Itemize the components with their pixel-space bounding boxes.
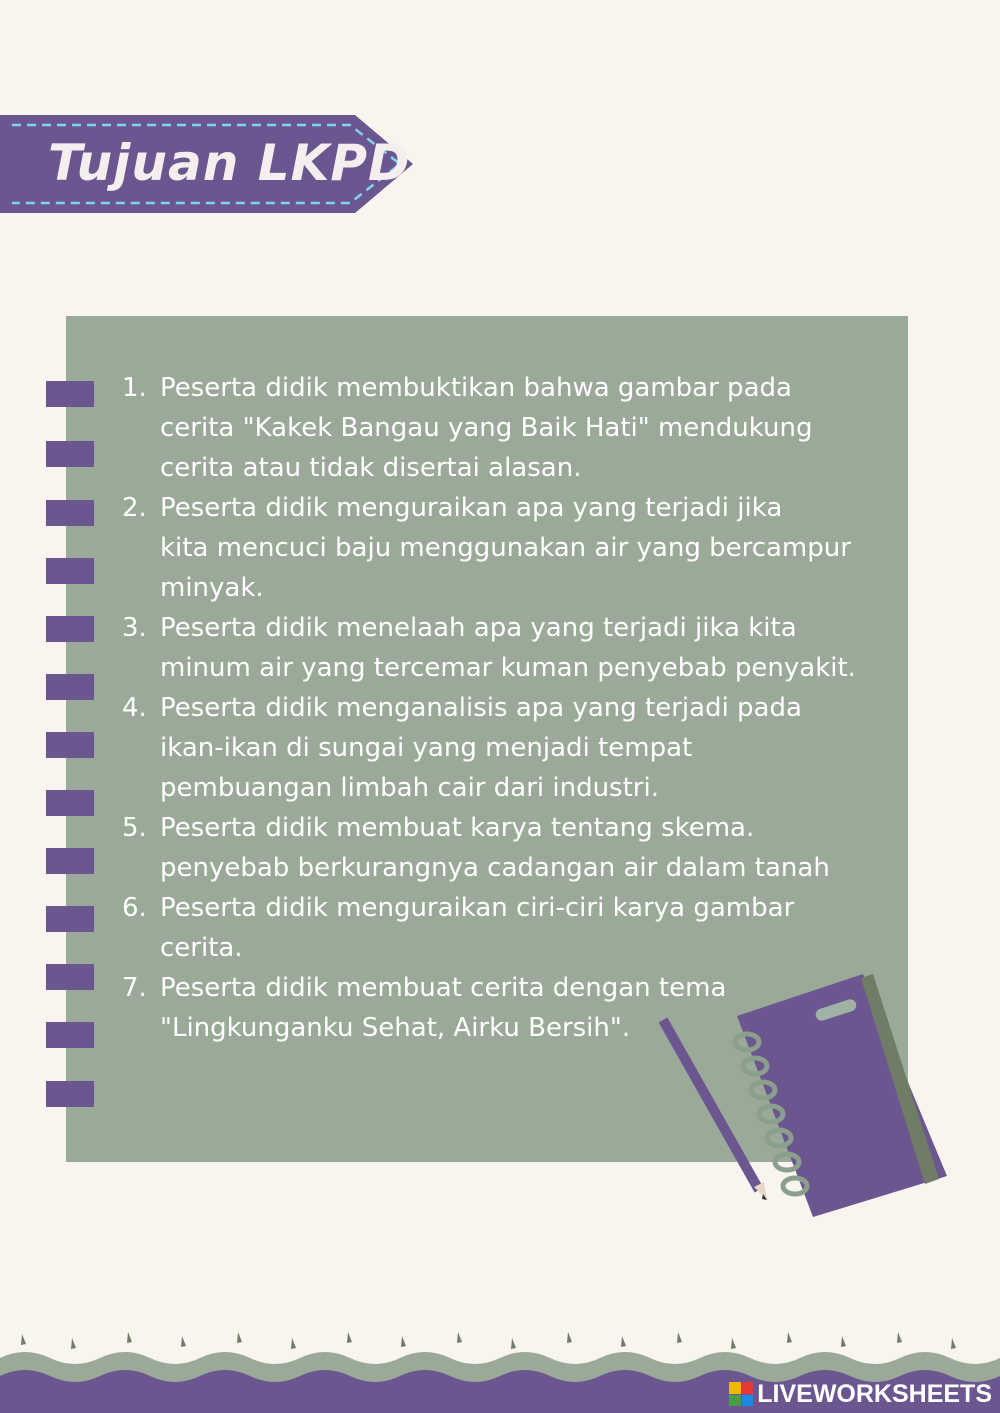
- goal-number: 7.: [122, 973, 147, 1003]
- binder-tab: [46, 558, 94, 584]
- liveworksheets-logo-icon: [729, 1382, 753, 1406]
- binder-tab: [46, 790, 94, 816]
- binder-tab: [46, 674, 94, 700]
- goal-line: cerita.: [160, 933, 243, 963]
- binder-tab: [46, 381, 94, 407]
- goal-line: Peserta didik menelaah apa yang terjadi jika kita: [160, 613, 797, 643]
- goals-list: [122, 368, 882, 1048]
- goal-line: pembuangan limbah cair dari industri.: [160, 773, 659, 803]
- binder-tab: [46, 441, 94, 467]
- binder-tab: [46, 964, 94, 990]
- goal-line: penyebab berkurangnya cadangan air dalam tanah: [160, 853, 830, 883]
- goal-item: [122, 488, 882, 608]
- goal-number: 5.: [122, 813, 147, 843]
- goal-line: minyak.: [160, 573, 264, 603]
- goal-number: 6.: [122, 893, 147, 923]
- goal-item: [122, 608, 882, 688]
- goal-line: ikan-ikan di sungai yang menjadi tempat: [160, 733, 693, 763]
- binder-tab: [46, 1022, 94, 1048]
- binder-tab: [46, 848, 94, 874]
- binder-tab: [46, 616, 94, 642]
- goal-line: "Lingkunganku Sehat, Airku Bersih".: [160, 1013, 631, 1043]
- notebook-illustration: [655, 968, 955, 1223]
- binder-tab: [46, 906, 94, 932]
- spiral-notebook-icon: [735, 974, 947, 1217]
- goal-item: [122, 368, 882, 488]
- goal-line: Peserta didik menganalisis apa yang terjadi pada: [160, 693, 802, 723]
- page-title: Tujuan LKPD: [48, 134, 411, 192]
- goal-item: [122, 808, 882, 888]
- goal-number: 3.: [122, 613, 147, 643]
- binder-tab: [46, 732, 94, 758]
- brand-name: LIVEWORKSHEETS: [757, 1379, 992, 1408]
- goal-number: 4.: [122, 693, 147, 723]
- goal-line: Peserta didik membuat karya tentang skema.: [160, 813, 755, 843]
- goal-line: cerita atau tidak disertai alasan.: [160, 453, 582, 483]
- goal-line: Peserta didik menguraikan ciri-ciri karya gambar: [160, 893, 795, 923]
- goal-number: 2.: [122, 493, 147, 523]
- goal-line: kita mencuci baju menggunakan air yang bercampur: [160, 533, 851, 563]
- goal-number: 1.: [122, 373, 147, 403]
- goal-line: Peserta didik membuktikan bahwa gambar pada: [160, 373, 792, 403]
- binder-tab: [46, 500, 94, 526]
- binder-tabs: [46, 381, 94, 1111]
- brand-watermark: [729, 1379, 992, 1409]
- goal-line: Peserta didik menguraikan apa yang terjadi jika: [160, 493, 783, 523]
- footer-raindrops: [21, 1332, 956, 1349]
- binder-tab: [46, 1081, 94, 1107]
- goal-item: [122, 688, 882, 808]
- goal-line: cerita "Kakek Bangau yang Baik Hati" mendukung: [160, 413, 813, 443]
- goal-item: [122, 888, 882, 968]
- goal-line: Peserta didik membuat cerita dengan tema: [160, 973, 727, 1003]
- goal-line: minum air yang tercemar kuman penyebab penyakit.: [160, 653, 856, 683]
